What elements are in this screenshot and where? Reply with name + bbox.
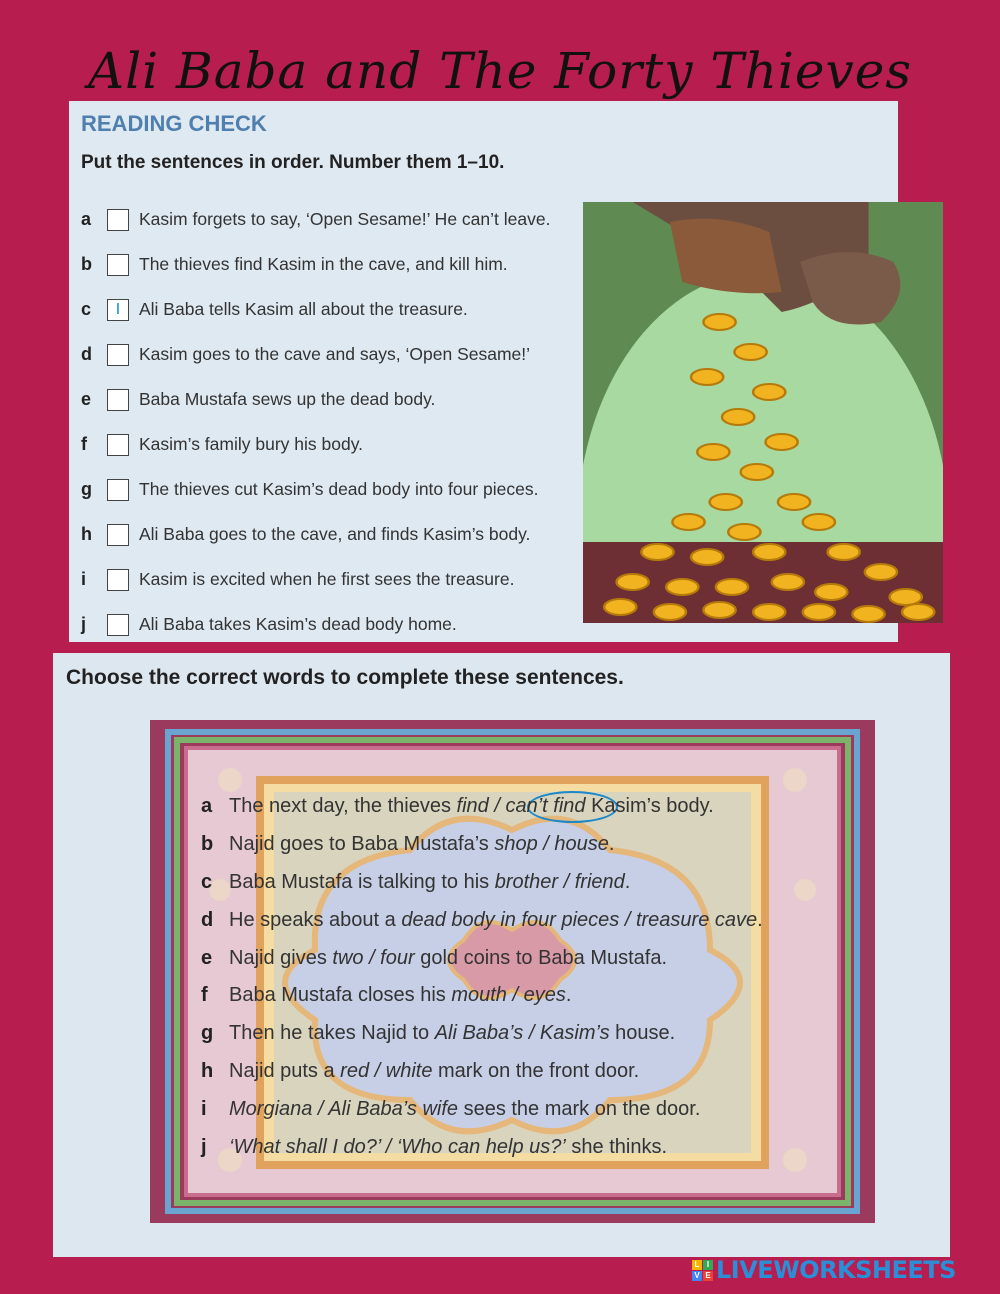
answer-box[interactable] xyxy=(107,524,129,546)
choose-words-item xyxy=(201,1053,763,1091)
word-choice[interactable]: Ali Baba’s / Kasim’s xyxy=(434,1022,610,1045)
sentence-end: house. xyxy=(609,1022,676,1045)
coin xyxy=(828,544,860,560)
item-text: Kasim is excited when he first sees the treasure. xyxy=(139,569,515,589)
answer-box[interactable] xyxy=(107,614,129,636)
item-letter: e xyxy=(81,389,92,409)
choose-words-item xyxy=(201,939,763,977)
sentence-start: The next day, the thieves xyxy=(229,795,457,818)
item-letter: i xyxy=(81,569,87,589)
choose-words-item xyxy=(201,1128,763,1166)
item-letter: b xyxy=(201,833,214,856)
reading-check-item xyxy=(81,512,550,557)
coin xyxy=(803,604,835,620)
sentence-start: Baba Mustafa closes his xyxy=(229,984,452,1007)
item-text: Kasim goes to the cave and says, ‘Open Sesame!’ xyxy=(139,344,531,364)
worksheet-title: Ali Baba and The Forty Thieves xyxy=(87,42,913,100)
item-text: Ali Baba goes to the cave, and finds Kasim’s body. xyxy=(139,524,531,544)
item-letter: c xyxy=(81,299,92,319)
reading-check-heading: READING CHECK xyxy=(81,111,267,136)
answer-box[interactable]: I xyxy=(107,299,129,321)
answer-box[interactable] xyxy=(107,434,129,456)
item-letter: h xyxy=(201,1059,214,1082)
coin xyxy=(666,579,698,595)
sentence-start: Baba Mustafa is talking to his xyxy=(229,870,495,893)
sentence-end: . xyxy=(565,984,572,1007)
coin xyxy=(641,544,673,560)
reading-check-item xyxy=(81,197,550,242)
item-letter: a xyxy=(81,209,92,229)
coin xyxy=(772,574,804,590)
choose-words-item xyxy=(201,901,763,939)
coin xyxy=(778,494,810,510)
word-choice[interactable]: red / white xyxy=(340,1059,433,1082)
coin xyxy=(753,604,785,620)
coin xyxy=(710,494,742,510)
liveworksheets-logo xyxy=(692,1258,956,1282)
item-letter: j xyxy=(81,614,87,634)
reading-check-item xyxy=(81,602,550,647)
coin xyxy=(852,606,884,622)
choose-words-item xyxy=(201,1090,763,1128)
item-letter: f xyxy=(81,434,87,454)
coin xyxy=(722,409,754,425)
coin xyxy=(703,314,735,330)
answer-box[interactable] xyxy=(107,479,129,501)
coin xyxy=(753,544,785,560)
answer-box[interactable] xyxy=(107,209,129,231)
coin xyxy=(728,524,760,540)
word-choice[interactable]: two / four xyxy=(332,946,415,969)
item-letter: a xyxy=(201,795,213,818)
logo-cube: V xyxy=(692,1271,702,1281)
sentence-end: . xyxy=(757,908,763,931)
answer-box[interactable] xyxy=(107,569,129,591)
reading-check-panel xyxy=(69,101,898,642)
coin xyxy=(753,384,785,400)
choose-words-instruction: Choose the correct words to complete these sentences. xyxy=(66,666,624,689)
sentence-start: Najid goes to Baba Mustafa’s xyxy=(229,833,495,856)
reading-check-item xyxy=(81,287,550,332)
item-letter: c xyxy=(201,870,213,893)
reading-check-item xyxy=(81,377,550,422)
coin xyxy=(672,514,704,530)
reading-check-list xyxy=(81,197,550,647)
coin xyxy=(691,369,723,385)
item-text: Ali Baba takes Kasim’s dead body home. xyxy=(139,614,457,634)
logo-cube: E xyxy=(703,1271,713,1281)
coin xyxy=(803,514,835,530)
item-letter: j xyxy=(201,1135,207,1158)
coin xyxy=(697,444,729,460)
reading-check-item xyxy=(81,332,550,377)
choose-words-list xyxy=(201,788,763,1166)
item-text: The thieves cut Kasim’s dead body into four pieces. xyxy=(139,479,539,499)
reading-check-instruction: Put the sentences in order. Number them 1–10. xyxy=(81,152,505,173)
choose-words-item xyxy=(201,1015,763,1053)
sentence-end: gold coins to Baba Mustafa. xyxy=(414,946,668,969)
logo-cubes-icon xyxy=(692,1260,713,1281)
word-choice[interactable]: Morgiana / Ali Baba’s wife xyxy=(229,1097,459,1120)
reading-check-item xyxy=(81,242,550,287)
sentence-end: Kasim’s body. xyxy=(585,795,714,818)
item-text: Ali Baba tells Kasim all about the treasure. xyxy=(139,299,468,319)
choose-words-item xyxy=(201,977,763,1015)
coin xyxy=(815,584,847,600)
coin xyxy=(865,564,897,580)
sentence-start: Najid gives xyxy=(229,946,333,969)
choose-words-item xyxy=(201,788,763,826)
coin xyxy=(716,579,748,595)
item-letter: d xyxy=(81,344,92,364)
item-letter: h xyxy=(81,524,92,544)
word-choice[interactable]: ‘What shall I do?’ / ‘Who can help us?’ xyxy=(229,1135,566,1158)
sentence-start: Najid puts a xyxy=(229,1059,341,1082)
sentence-start: He speaks about a xyxy=(229,908,402,931)
sentence-end: . xyxy=(624,870,631,893)
coin xyxy=(691,549,723,565)
choose-words-item xyxy=(201,864,763,902)
logo-cube: I xyxy=(703,1260,713,1270)
sentence-end: . xyxy=(608,833,615,856)
item-letter: g xyxy=(81,479,92,499)
gold-coins-illustration xyxy=(583,202,943,623)
item-letter: f xyxy=(201,984,208,1007)
coin xyxy=(654,604,686,620)
sentence-end: mark on the front door. xyxy=(432,1059,640,1082)
word-choice[interactable]: brother / friend xyxy=(494,870,625,893)
sentence-end: she thinks. xyxy=(565,1135,668,1158)
word-choice[interactable]: dead body in four pieces / treasure cave xyxy=(401,908,758,931)
word-choice[interactable]: mouth / eyes xyxy=(451,984,566,1007)
reading-check-item xyxy=(81,557,550,602)
item-letter: e xyxy=(201,946,213,969)
item-letter: d xyxy=(201,908,214,931)
coin xyxy=(617,574,649,590)
coin xyxy=(604,599,636,615)
sentence-end: sees the mark on the door. xyxy=(458,1097,701,1120)
item-text: Kasim forgets to say, ‘Open Sesame!’ He can’t leave. xyxy=(139,209,551,229)
coin xyxy=(890,589,922,605)
coin xyxy=(902,604,934,620)
item-text: Kasim’s family bury his body. xyxy=(139,434,364,454)
sentence-start: Then he takes Najid to xyxy=(229,1022,435,1045)
item-text: The thieves find Kasim in the cave, and kill him. xyxy=(139,254,508,274)
word-choice[interactable]: find / can’t find xyxy=(456,795,586,818)
answer-box[interactable] xyxy=(107,389,129,411)
item-letter: g xyxy=(201,1022,214,1045)
word-choice[interactable]: shop / house xyxy=(494,833,609,856)
logo-cube: L xyxy=(692,1260,702,1270)
answer-box[interactable] xyxy=(107,254,129,276)
answer-box[interactable] xyxy=(107,344,129,366)
item-letter: i xyxy=(201,1097,207,1120)
coin xyxy=(703,602,735,618)
coin xyxy=(741,464,773,480)
logo-text: LIVEWORKSHEETS xyxy=(716,1256,956,1284)
reading-check-item xyxy=(81,467,550,512)
coin xyxy=(765,434,797,450)
coin xyxy=(734,344,766,360)
choose-words-item xyxy=(201,826,763,864)
item-text: Baba Mustafa sews up the dead body. xyxy=(139,389,436,409)
choose-words-panel xyxy=(53,653,950,1257)
reading-check-item xyxy=(81,422,550,467)
item-letter: b xyxy=(81,254,92,274)
